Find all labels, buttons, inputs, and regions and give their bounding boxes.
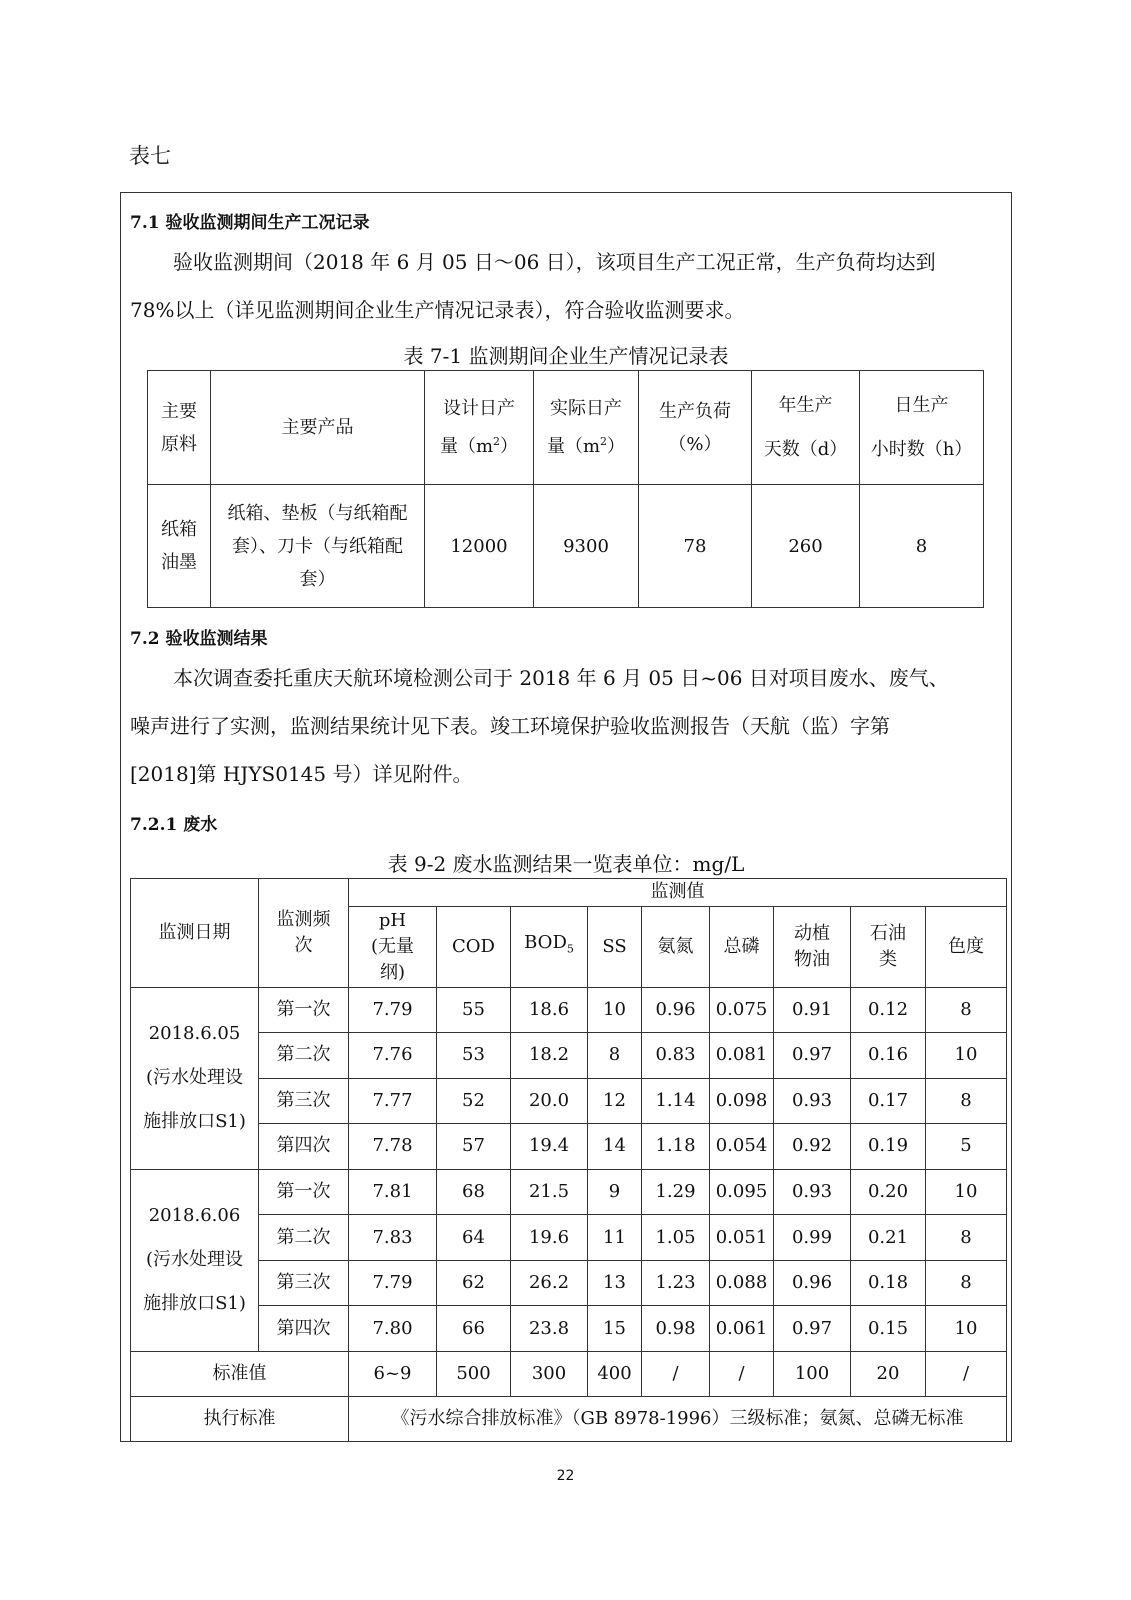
cell-value: 11 xyxy=(588,1215,642,1261)
header-load: 生产负荷 （%） xyxy=(639,371,752,485)
cell-frequency: 第二次 xyxy=(259,1033,349,1079)
wastewater-table xyxy=(130,878,1007,1442)
cell-frequency: 第一次 xyxy=(259,1169,349,1215)
cell-date-site: 2018.6.05 (污水处理设 施排放口S1) xyxy=(131,987,259,1169)
header-total-phosphorus: 总磷 xyxy=(710,906,774,987)
header-bod5: $BOD_5$ xyxy=(511,906,588,987)
cell-value: 1.18 xyxy=(642,1124,710,1170)
cell-value: 7.79 xyxy=(349,987,437,1033)
standard-label: 标准值 xyxy=(131,1351,349,1396)
standard-value: / xyxy=(710,1351,774,1396)
cell-value: 64 xyxy=(437,1215,511,1261)
cell-value: 0.93 xyxy=(774,1169,851,1215)
production-table xyxy=(147,370,984,608)
table-row xyxy=(131,1306,1007,1352)
cell-value: 0.21 xyxy=(851,1215,926,1261)
cell-value: 26.2 xyxy=(511,1260,588,1306)
header-frequency: 监测频 次 xyxy=(259,879,349,988)
header-annual-days: 年生产 天数（d） xyxy=(752,371,860,485)
cell-value: 0.075 xyxy=(710,987,774,1033)
cell-value: 0.96 xyxy=(642,987,710,1033)
cell-value: 0.19 xyxy=(851,1124,926,1170)
header-actual-output: 实际日产 量$(m^2)$ xyxy=(534,371,639,485)
cell-value: 7.76 xyxy=(349,1033,437,1079)
cell-value: 18.6 xyxy=(511,987,588,1033)
cell-value: 7.79 xyxy=(349,1260,437,1306)
page-number: 22 xyxy=(556,1468,575,1484)
cell-value: 10 xyxy=(926,1169,1007,1215)
cell-value: 57 xyxy=(437,1124,511,1170)
standard-value: 6~9 xyxy=(349,1351,437,1396)
cell-value: 19.4 xyxy=(511,1124,588,1170)
cell-value: 12 xyxy=(588,1078,642,1124)
header-chroma: 色度 xyxy=(926,906,1007,987)
cell-actual-output: 9300 xyxy=(534,485,639,608)
paragraph-7-1-line2: 78%以上（详见监测期间企业生产情况记录表），符合验收监测要求。 xyxy=(130,298,745,322)
execution-standard-label: 执行标准 xyxy=(131,1396,349,1441)
header-animal-plant-oil: 动植 物油 xyxy=(774,906,851,987)
header-design-output: 设计日产 量$(m^2)$ xyxy=(425,371,534,485)
cell-value: 0.92 xyxy=(774,1124,851,1170)
cell-value: 68 xyxy=(437,1169,511,1215)
standard-value: 500 xyxy=(437,1351,511,1396)
cell-value: 8 xyxy=(926,1215,1007,1261)
cell-value: 9 xyxy=(588,1169,642,1215)
cell-value: 0.20 xyxy=(851,1169,926,1215)
cell-value: 20.0 xyxy=(511,1078,588,1124)
cell-value: 0.91 xyxy=(774,987,851,1033)
table-row xyxy=(131,1169,1007,1215)
cell-value: 0.15 xyxy=(851,1306,926,1352)
heading-7-2: 7.2 验收监测结果 xyxy=(130,629,268,649)
cell-value: 8 xyxy=(926,1078,1007,1124)
table-row xyxy=(131,1215,1007,1261)
table-9-2-caption: 表 9-2 废水监测结果一览表单位：mg/L xyxy=(387,852,745,876)
table-row xyxy=(131,1260,1007,1306)
cell-value: 0.17 xyxy=(851,1078,926,1124)
header-date: 监测日期 xyxy=(131,879,259,988)
cell-value: 55 xyxy=(437,987,511,1033)
cell-value: 10 xyxy=(588,987,642,1033)
cell-value: 0.97 xyxy=(774,1306,851,1352)
heading-7-1: 7.1 验收监测期间生产工况记录 xyxy=(130,213,370,233)
table-row xyxy=(131,987,1007,1033)
cell-value: 0.99 xyxy=(774,1215,851,1261)
heading-7-2-1: 7.2.1 废水 xyxy=(130,815,218,835)
cell-daily-hours: 8 xyxy=(860,485,984,608)
cell-value: 0.095 xyxy=(710,1169,774,1215)
header-monitored-values: 监测值 xyxy=(349,879,1007,907)
header-ss: SS xyxy=(588,906,642,987)
cell-frequency: 第三次 xyxy=(259,1078,349,1124)
cell-value: 7.83 xyxy=(349,1215,437,1261)
cell-value: 0.97 xyxy=(774,1033,851,1079)
cell-value: 0.16 xyxy=(851,1033,926,1079)
cell-value: 14 xyxy=(588,1124,642,1170)
cell-value: 0.12 xyxy=(851,987,926,1033)
cell-date-site: 2018.6.06 (污水处理设 施排放口S1) xyxy=(131,1169,259,1351)
wastewater-table-body xyxy=(131,987,1007,1351)
cell-value: 0.051 xyxy=(710,1215,774,1261)
cell-value: 19.6 xyxy=(511,1215,588,1261)
header-ammonia: 氨氮 xyxy=(642,906,710,987)
cell-value: 1.14 xyxy=(642,1078,710,1124)
cell-value: 0.98 xyxy=(642,1306,710,1352)
cell-frequency: 第四次 xyxy=(259,1124,349,1170)
table-row xyxy=(131,1033,1007,1079)
cell-frequency: 第一次 xyxy=(259,987,349,1033)
cell-value: 8 xyxy=(588,1033,642,1079)
cell-value: 0.088 xyxy=(710,1260,774,1306)
cell-value: 7.77 xyxy=(349,1078,437,1124)
cell-value: 62 xyxy=(437,1260,511,1306)
table-7-1-caption: 表 7-1 监测期间企业生产情况记录表 xyxy=(403,344,729,368)
standard-value: / xyxy=(926,1351,1007,1396)
cell-design-output: 12000 xyxy=(425,485,534,608)
header-ph: pH (无量 纲) xyxy=(349,906,437,987)
cell-value: 5 xyxy=(926,1124,1007,1170)
cell-value: 10 xyxy=(926,1306,1007,1352)
cell-value: 7.81 xyxy=(349,1169,437,1215)
standard-value: / xyxy=(642,1351,710,1396)
cell-value: 0.061 xyxy=(710,1306,774,1352)
cell-value: 1.23 xyxy=(642,1260,710,1306)
cell-value: 10 xyxy=(926,1033,1007,1079)
cell-frequency: 第四次 xyxy=(259,1306,349,1352)
table-row xyxy=(131,1124,1007,1170)
section-label: 表七 xyxy=(129,144,171,168)
cell-value: 53 xyxy=(437,1033,511,1079)
header-daily-hours: 日生产 小时数（h） xyxy=(860,371,984,485)
cell-value: 0.96 xyxy=(774,1260,851,1306)
cell-value: 7.78 xyxy=(349,1124,437,1170)
standard-value: 100 xyxy=(774,1351,851,1396)
cell-value: 8 xyxy=(926,987,1007,1033)
header-material: 主要 原料 xyxy=(148,371,211,485)
paragraph-7-2-line3: [2018]第 HJYS0145 号）详见附件。 xyxy=(130,762,473,786)
cell-value: 23.8 xyxy=(511,1306,588,1352)
header-product: 主要产品 xyxy=(211,371,425,485)
cell-value: 52 xyxy=(437,1078,511,1124)
cell-value: 13 xyxy=(588,1260,642,1306)
header-cod: COD xyxy=(437,906,511,987)
paragraph-7-1-line1: 验收监测期间（2018 年 6 月 05 日～06 日），该项目生产工况正常，生产负荷均达到 xyxy=(173,250,936,274)
cell-value: 0.83 xyxy=(642,1033,710,1079)
cell-value: 1.29 xyxy=(642,1169,710,1215)
cell-value: 0.081 xyxy=(710,1033,774,1079)
execution-standard-text: 《污水综合排放标准》（GB 8978-1996）三级标准；氨氮、总磷无标准 xyxy=(349,1396,1007,1441)
cell-value: 0.18 xyxy=(851,1260,926,1306)
paragraph-7-2-line1: 本次调查委托重庆天航环境检测公司于 2018 年 6 月 05 日~06 日对项目废水、废气、 xyxy=(173,666,949,690)
cell-value: 15 xyxy=(588,1306,642,1352)
cell-frequency: 第三次 xyxy=(259,1260,349,1306)
cell-value: 0.098 xyxy=(710,1078,774,1124)
table-row xyxy=(131,1078,1007,1124)
cell-value: 7.80 xyxy=(349,1306,437,1352)
cell-annual-days: 260 xyxy=(752,485,860,608)
header-petroleum: 石油 类 xyxy=(851,906,926,987)
cell-frequency: 第二次 xyxy=(259,1215,349,1261)
cell-value: 66 xyxy=(437,1306,511,1352)
cell-value: 0.054 xyxy=(710,1124,774,1170)
cell-value: 1.05 xyxy=(642,1215,710,1261)
paragraph-7-2-line2: 噪声进行了实测，监测结果统计见下表。竣工环境保护验收监测报告（天航（监）字第 xyxy=(130,714,890,738)
cell-value: 0.93 xyxy=(774,1078,851,1124)
cell-value: 21.5 xyxy=(511,1169,588,1215)
standard-value: 300 xyxy=(511,1351,588,1396)
cell-load: 78 xyxy=(639,485,752,608)
cell-product: 纸箱、垫板（与纸箱配 套）、刀卡（与纸箱配 套） xyxy=(211,485,425,608)
cell-value: 8 xyxy=(926,1260,1007,1306)
cell-material: 纸箱 油墨 xyxy=(148,485,211,608)
standard-value: 400 xyxy=(588,1351,642,1396)
standard-value: 20 xyxy=(851,1351,926,1396)
cell-value: 18.2 xyxy=(511,1033,588,1079)
